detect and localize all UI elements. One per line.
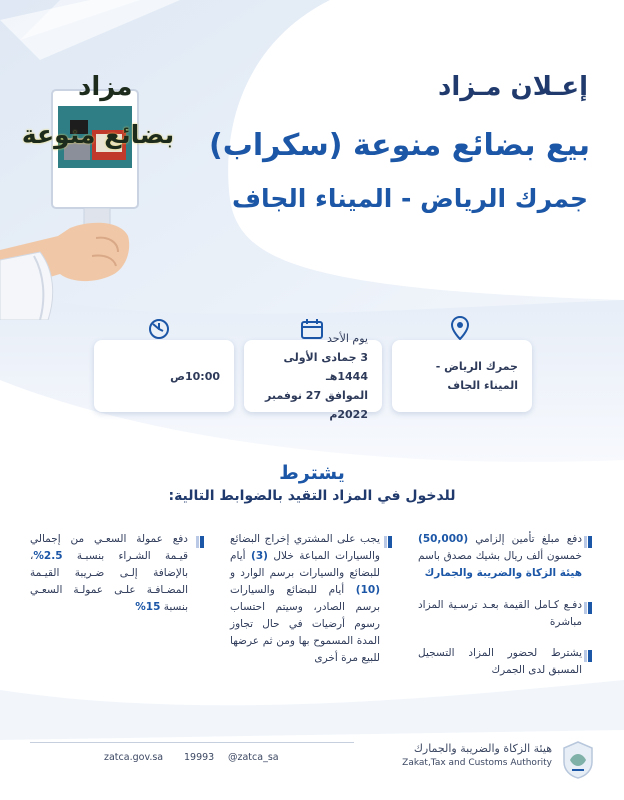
- org-name-en: Zakat,Tax and Customs Authority: [402, 758, 552, 768]
- deposit-payee: هيئة الزكاة والضريبة والجمارك: [424, 567, 582, 579]
- sign-text-line2: بضائع منوعة: [21, 120, 175, 149]
- sign-text-line1: مزاد: [78, 72, 133, 102]
- export-days: (10): [355, 584, 380, 596]
- bullet-marker: [584, 602, 592, 614]
- date-day: يوم الأحد: [327, 331, 368, 345]
- time-value: 10:00ص: [170, 369, 220, 383]
- commission-rate: 2.5%: [33, 550, 63, 562]
- date-gregorian: الموافق 27 نوفمبر 2022م: [265, 388, 368, 421]
- condition-removal-text3: أيام للبضائع والسيارات برسم الصادر، وسيتم احتساب رسوم أرضيات في حال تجاوز المدة المسموح بها ومن ثم عرضها للبيع مرة أخرى: [230, 584, 380, 664]
- location-card: [392, 340, 532, 412]
- org-name-block: [402, 742, 552, 768]
- date-card: [244, 331, 382, 421]
- condition-removal-text1: يجب على المشتري إخراج البضائع والسيارات المباعة خلال: [230, 533, 380, 562]
- footer-phone[interactable]: 19993: [184, 752, 215, 763]
- vat-rate: 15%: [135, 601, 161, 613]
- org-name-ar: هيئة الزكاة والضريبة والجمارك: [413, 742, 552, 755]
- map-pin-icon: [450, 316, 470, 340]
- footer-handle[interactable]: @zatca_sa: [228, 752, 279, 763]
- time-card: [94, 340, 234, 412]
- condition-commission-text2: ، بالإضافة إلـى ضـريبة القيـمة المضـافـة علـى عمولـة السعـي بنسبة: [30, 550, 188, 613]
- bullet-marker: [384, 536, 392, 548]
- bullet-marker: [584, 536, 592, 548]
- conditions-heading: يشترط: [279, 462, 345, 484]
- date-hijri: 3 جمادى الأولى 1444هـ: [283, 350, 368, 383]
- condition-commission-text1: دفع عمولة السعـي من إجمالي قيـمة الشـراء بنسبـة: [30, 533, 188, 562]
- deposit-amount: (50,000): [418, 533, 469, 545]
- location-value: جمرك الرياض - الميناء الجاف: [435, 360, 518, 392]
- import-days: (3): [251, 550, 268, 562]
- condition-registration: يشترط لحضور المزاد التسجيل المسبق لدى الجمرك: [418, 647, 582, 676]
- clock-icon: [148, 318, 170, 340]
- condition-deposit-text: دفع مبلغ تأمين إلزامي: [468, 533, 582, 545]
- condition-removal: [230, 531, 380, 667]
- bullet-marker: [196, 536, 204, 548]
- zatca-logo-icon: [560, 740, 596, 780]
- footer-divider: [30, 742, 354, 743]
- auction-location-title: جمرك الرياض - الميناء الجاف: [231, 184, 588, 213]
- condition-full-payment: دفـع كـامل القيمة بعـد ترسـية المزاد مباشرة: [418, 599, 582, 628]
- conditions-subheading: للدخول في المزاد التقيد بالضوابط التالية:: [168, 488, 456, 504]
- footer-website[interactable]: zatca.gov.sa: [104, 752, 164, 763]
- condition-commission: [30, 531, 188, 616]
- condition-removal-text2: أيام للبضائع والسيارات برسم الوارد و: [230, 550, 380, 579]
- announcement-label: إعـلان مـزاد: [438, 72, 588, 102]
- bullet-marker: [584, 650, 592, 662]
- condition-deposit-text2: خمسون ألف ريال بشيك مصدق باسم: [418, 550, 582, 562]
- auction-title: بيع بضائع منوعة (سكراب): [209, 128, 590, 163]
- condition-deposit: [418, 531, 582, 582]
